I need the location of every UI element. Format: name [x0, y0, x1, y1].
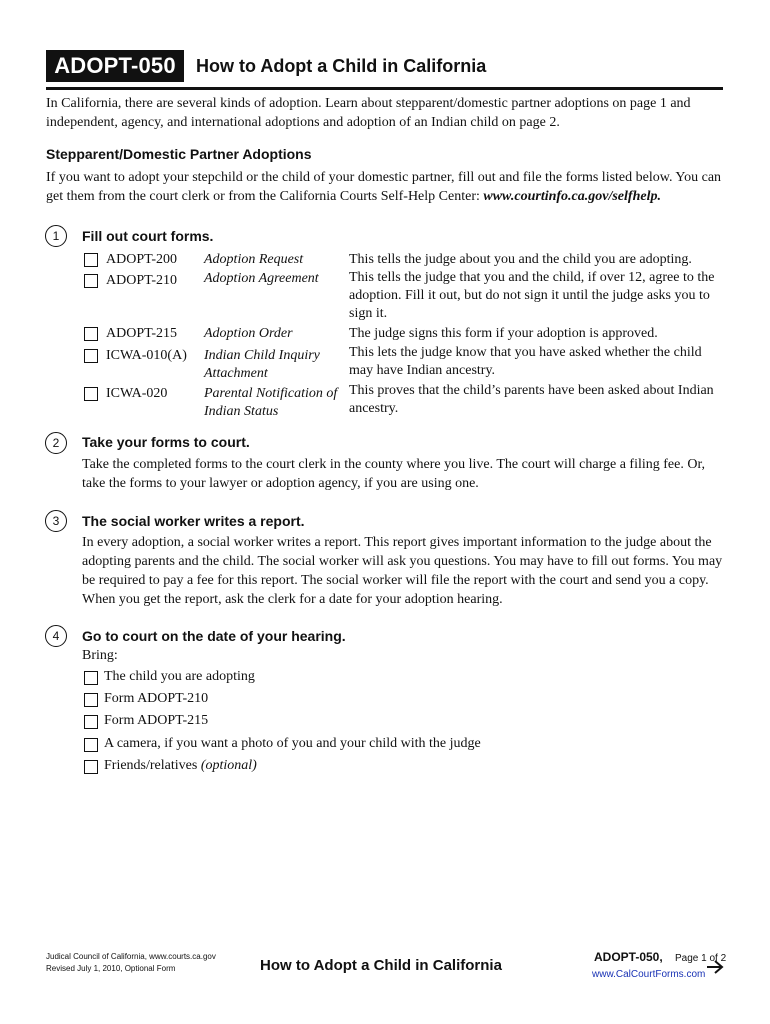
step-4-title: Go to court on the date of your hearing. — [82, 628, 346, 644]
form-name: Parental Notification of Indian Status — [204, 386, 338, 419]
arrow-right-icon[interactable] — [706, 960, 724, 974]
bring-item: The child you are adopting — [104, 669, 255, 684]
checkbox-adopt-200[interactable] — [84, 253, 98, 267]
checkbox-bring-camera[interactable] — [84, 738, 98, 752]
step-2-text: Take the completed forms to the court clerk in the county where you live. The court will charge a filing fee. Or, take the forms to your lawyer or adoption agency, if you are using one. — [82, 457, 706, 491]
bring-item-friends — [104, 758, 257, 774]
step-3-title: The social worker writes a report. — [82, 513, 305, 529]
footer-link[interactable]: www.CalCourtForms.com — [592, 969, 706, 980]
step-number-1: 1 — [45, 225, 67, 247]
checkbox-bring-friends[interactable] — [84, 760, 98, 774]
selfhelp-link[interactable]: www.courtinfo.ca.gov/selfhelp. — [483, 189, 661, 204]
bring-item: Form ADOPT-215 — [104, 713, 209, 728]
form-name: Adoption Order — [204, 326, 293, 341]
footer-title: How to Adopt a Child in California — [260, 957, 502, 974]
checkbox-icwa-020[interactable] — [84, 387, 98, 401]
form-description: This proves that the child’s parents have been asked about Indian ancestry. — [349, 383, 714, 416]
footer-form-number: ADOPT-050, — [594, 950, 663, 964]
bring-label: Bring: — [82, 648, 118, 663]
form-description: This tells the judge about you and the child you are adopting. — [349, 252, 692, 267]
checkbox-icwa-010a[interactable] — [84, 349, 98, 363]
form-code: ICWA-010(A) — [106, 348, 187, 363]
checkbox-adopt-215[interactable] — [84, 327, 98, 341]
form-code: ICWA-020 — [106, 386, 168, 401]
footer-page-number: Page 1 of 2 — [675, 953, 727, 964]
form-description: The judge signs this form if your adoption is approved. — [349, 326, 658, 341]
checkbox-bring-child[interactable] — [84, 671, 98, 685]
form-code: ADOPT-200 — [106, 252, 178, 267]
checkbox-adopt-210[interactable] — [84, 274, 98, 288]
form-name: Indian Child Inquiry Attachment — [204, 348, 320, 381]
form-name: Adoption Agreement — [204, 271, 319, 286]
form-code: ADOPT-210 — [106, 273, 178, 288]
step-2-title: Take your forms to court. — [82, 434, 250, 450]
checkbox-bring-adopt-210[interactable] — [84, 693, 98, 707]
intro-paragraph: In California, there are several kinds of adoption. Learn about stepparent/domestic partner adoptions on page 1 and independent, agency, and international adoptions and adoption of an Indian child on page 2. — [46, 96, 691, 130]
form-name: Adoption Request — [204, 252, 304, 267]
section-intro — [46, 168, 726, 206]
bring-item: Form ADOPT-210 — [104, 691, 209, 706]
step-number-3: 3 — [45, 510, 67, 532]
step-number-4: 4 — [45, 625, 67, 647]
step-3-text: In every adoption, a social worker writes a report. This report gives important information to the judge about the adopting parents and the child. The social worker will ask you questions. You may have to fill out forms. You may be required to pay a fee for this report. The social worker will file the report with the court and send you a copy. When you get the report, ask the clerk for a date for your adoption hearing. — [82, 535, 723, 607]
form-number-badge: ADOPT-050 — [46, 50, 184, 82]
form-code: ADOPT-215 — [106, 326, 178, 341]
bring-item: A camera, if you want a photo of you and your child with the judge — [104, 736, 481, 751]
form-description: This lets the judge know that you have asked whether the child may have Indian ancestry. — [349, 345, 702, 378]
section-intro-text: If you want to adopt your stepchild or the child of your domestic partner, fill out and file the forms listed below. You can get them from the court clerk or from the California Courts Self-Help Center: — [46, 170, 722, 204]
section-heading: Stepparent/Domestic Partner Adoptions — [46, 146, 312, 162]
step-number-2: 2 — [45, 432, 67, 454]
bring-item-label: Friends/relatives — [104, 758, 198, 773]
form-description: This tells the judge that you and the child, if over 12, agree to the adoption. Fill it out, but do not sign it until the judge asks you to sign it. — [349, 270, 715, 321]
step-1-title: Fill out court forms. — [82, 228, 214, 244]
header-divider — [46, 87, 723, 90]
optional-note: (optional) — [200, 758, 257, 773]
footer-revised: Revised July 1, 2010, Optional Form — [46, 964, 176, 973]
checkbox-bring-adopt-215[interactable] — [84, 715, 98, 729]
footer-council: Judical Council of California, www.courts.ca.gov — [46, 952, 216, 961]
page-title: How to Adopt a Child in California — [196, 56, 487, 76]
